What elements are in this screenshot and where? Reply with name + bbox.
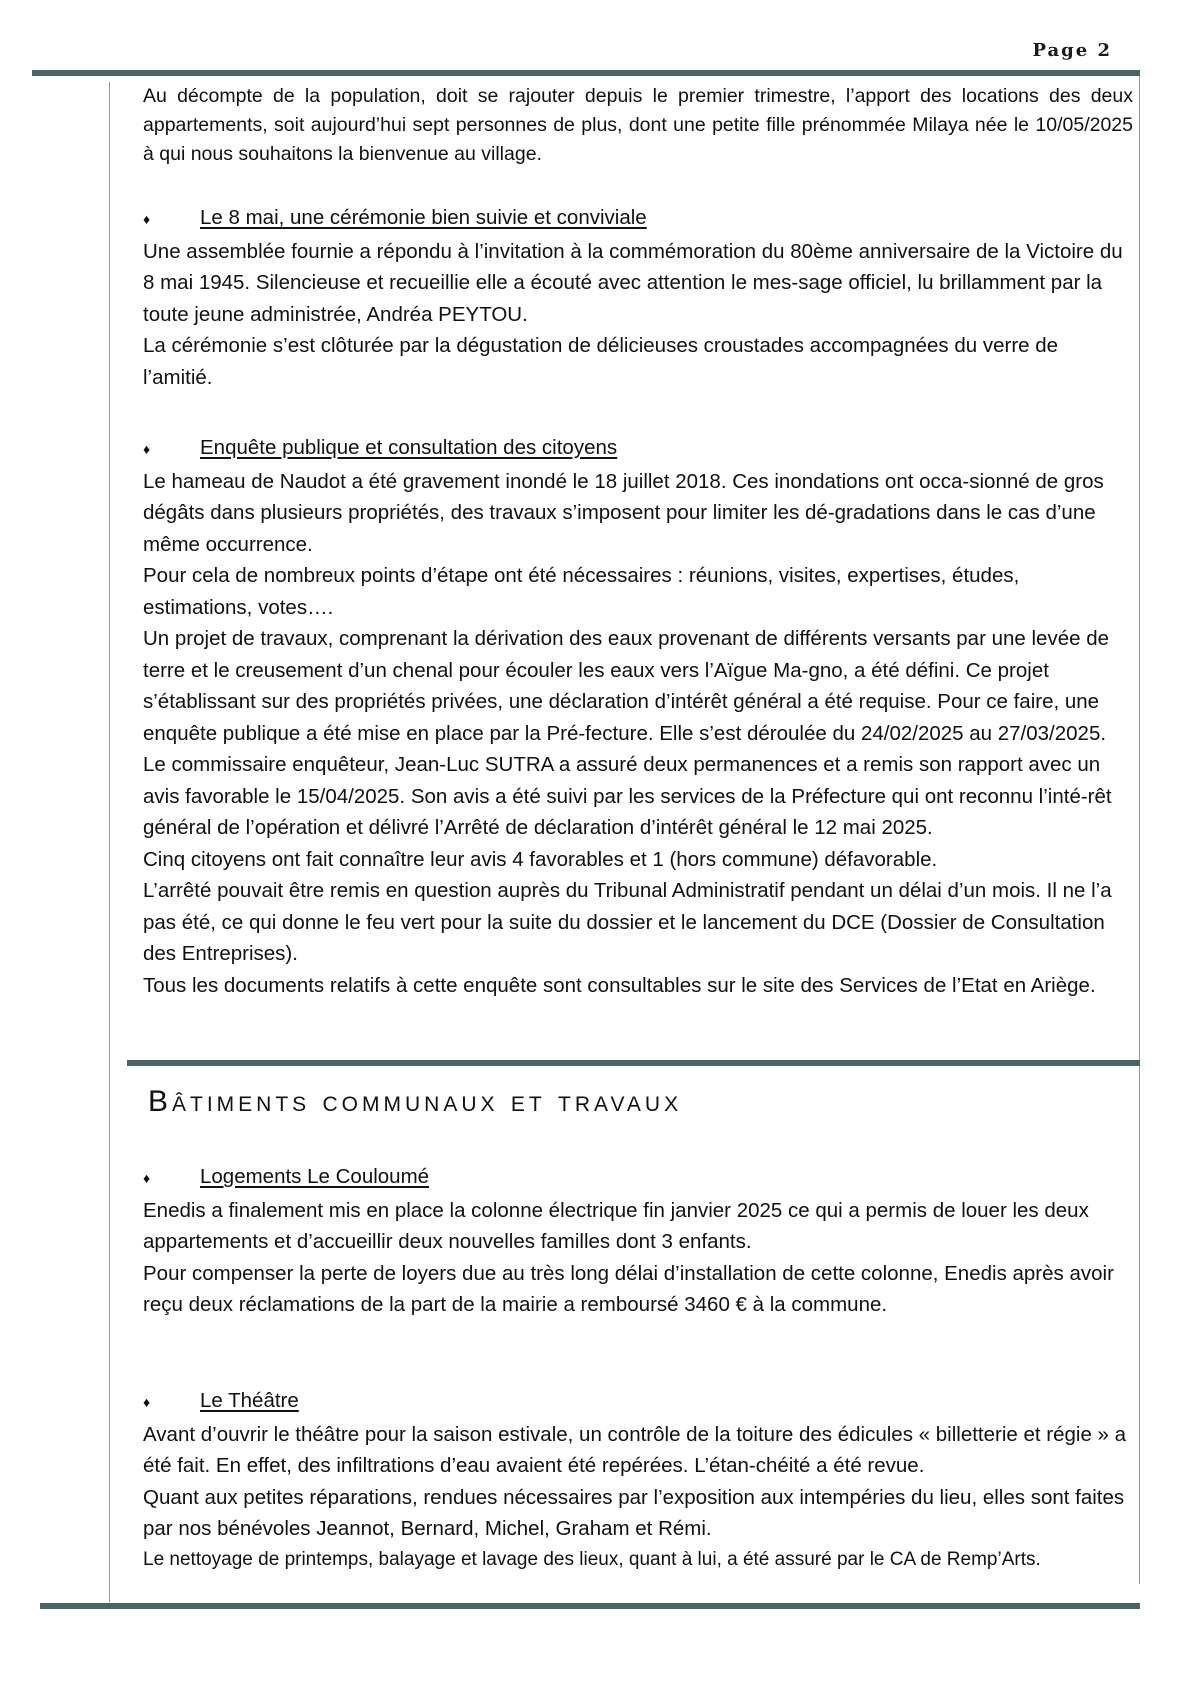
subheading-title: Enquête publique et consultation des citoyens	[200, 436, 618, 459]
article-logements-couloume	[143, 1161, 1133, 1321]
paragraph: Cinq citoyens ont fait connaître leur avis 4 favorables et 1 (hors commune) défavorable.	[143, 847, 938, 871]
paragraph: Tous les documents relatifs à cette enquête sont consultables sur le site des Services de l’Etat en Ariège.	[143, 973, 1096, 997]
page-number: Page 2	[1032, 40, 1112, 61]
left-border	[109, 82, 110, 1602]
section-heading: Bâtiments communaux et travaux	[148, 1085, 683, 1118]
article-enquete-publique	[143, 432, 1133, 1001]
paragraph: L’arrêté pouvait être remis en question auprès du Tribunal Administratif pendant un délai d’un mois. Il ne l’a pas été, ce qui donne le feu vert pour la suite du dossier et le lancement du DCE (Dossier de Consultation des Entreprises).	[143, 879, 1112, 965]
section-rule	[127, 1060, 1140, 1066]
subheading-title: Logements Le Couloumé	[200, 1165, 430, 1188]
intro-paragraph: Au décompte de la population, doit se rajouter depuis le premier trimestre, l’apport des locations des deux appartements, soit aujourd’hui sept personnes de plus, dont une petite fille prénommée Milaya née le 10/05/2025 à qui nous souhaitons la bienvenue au village.	[143, 85, 1133, 165]
intro-block	[143, 82, 1133, 169]
paragraph: Pour cela de nombreux points d’étape ont été nécessaires : réunions, visites, expertises, études, estimations, votes….	[143, 564, 1020, 619]
subheading-title: Le Théâtre	[200, 1389, 299, 1412]
paragraph: Une assemblée fournie a répondu à l’invitation à la commémoration du 80ème anniversaire de la Victoire du 8 mai 1945. Silencieuse et recueillie elle a écouté avec attention le mes-sage officiel, lu brillamment par la toute jeune administrée, Andréa PEYTOU.	[143, 239, 1123, 326]
paragraph: Le hameau de Naudot a été gravement inondé le 18 juillet 2018. Ces inondations ont occa-sionné de gros dégâts dans plusieurs propriétés, des travaux s’imposent pour limiter les dé-gradations dans le cas d’une même occurrence.	[143, 469, 1104, 556]
subheading-title: Le 8 mai, une cérémonie bien suivie et conviviale	[200, 206, 647, 229]
diamond-bullet-icon: ♦	[143, 441, 151, 457]
diamond-bullet-icon: ♦	[143, 1170, 151, 1186]
header-rule	[32, 70, 1140, 76]
right-border	[1139, 76, 1140, 1584]
article-ceremonie-8-mai	[143, 202, 1133, 393]
paragraph: Enedis a finalement mis en place la colonne électrique fin janvier 2025 ce qui a permis de louer les deux appartements et d’accueillir deux nouvelles familles dont 3 enfants.	[143, 1198, 1089, 1253]
paragraph: Pour compenser la perte de loyers due au très long délai d’installation de cette colonne, Enedis après avoir reçu deux réclamations de la part de la mairie a remboursé 3460 € à la commune.	[143, 1261, 1114, 1316]
paragraph: Un projet de travaux, comprenant la dérivation des eaux provenant de différents versants par une levée de terre et le creusement d’un chenal pour écouler les eaux vers l’Aïgue Ma-gno, a été défini. Ce projet s’établissant sur des propriétés privées, une déclaration d’intérêt général a été requise. Pour ce faire, une enquête publique a été mise en place par la Pré-fecture. Elle s’est déroulée du 24/02/2025 au 27/03/2025. Le commissaire enquêteur, Jean-Luc SUTRA a assuré deux permanences et a remis son rapport avec un avis favorable le 15/04/2025. Son avis a été suivi par les services de la Préfecture qui ont reconnu l’inté-rêt général de l’opération et délivré l’Arrêté de déclaration d’intérêt général le 12 mai 2025.	[143, 627, 1112, 839]
article-theatre	[143, 1385, 1133, 1575]
diamond-bullet-icon: ♦	[143, 211, 151, 227]
subheading	[143, 202, 1133, 236]
subheading	[143, 1161, 1133, 1195]
diamond-bullet-icon: ♦	[143, 1394, 151, 1410]
paragraph: Quant aux petites réparations, rendues nécessaires par l’exposition aux intempéries du lieu, elles sont faites par nos bénévoles Jeannot, Bernard, Michel, Graham et Rémi.	[143, 1485, 1125, 1540]
paragraph: Avant d’ouvrir le théâtre pour la saison estivale, un contrôle de la toiture des édicules « billetterie et régie » a été fait. En effet, des infiltrations d’eau avaient été repérées. L’étan-chéité a été revue.	[143, 1422, 1127, 1477]
footer-rule	[40, 1603, 1140, 1609]
paragraph: Le nettoyage de printemps, balayage et lavage des lieux, quant à lui, a été assuré par le CA de Remp’Arts.	[143, 1548, 1041, 1570]
subheading	[143, 1385, 1133, 1419]
subheading	[143, 432, 1133, 466]
paragraph: La cérémonie s’est clôturée par la dégustation de délicieuses croustades accompagnées du verre de l’amitié.	[143, 334, 1059, 389]
